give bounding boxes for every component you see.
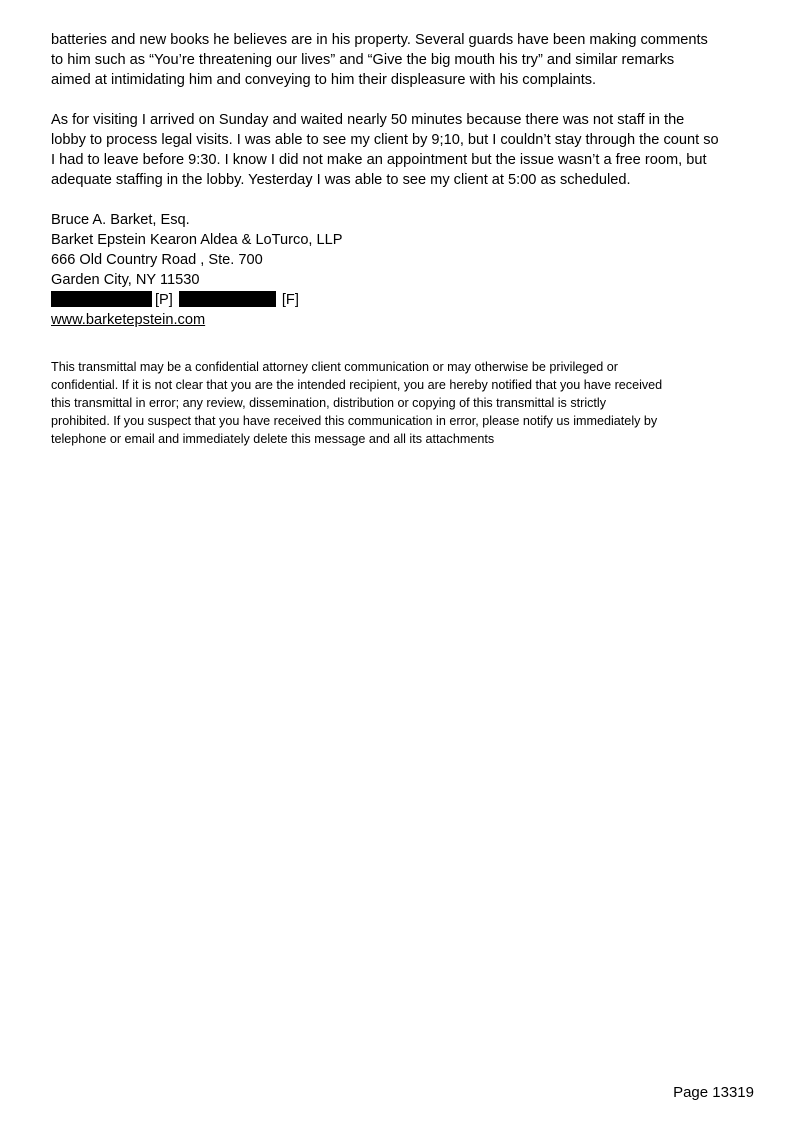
paragraph-line: to him such as “You’re threatening our lives” and “Give the big mouth his try” and similar remarks [51, 52, 675, 68]
signature-address: 666 Old Country Road , Ste. 700 [51, 252, 263, 268]
fax-label: [F] [281, 292, 299, 308]
page-number: Page 13319 [673, 1084, 754, 1101]
paragraph-line: As for visiting I arrived on Sunday and waited nearly 50 minutes because there was not staff in the [51, 112, 685, 128]
disclaimer-line: this transmittal in error; any review, dissemination, distribution or copying of this transmittal is strictly [51, 396, 607, 410]
signature-firm: Barket Epstein Kearon Aldea & LoTurco, LLP [51, 232, 343, 248]
redacted-fax-box [179, 291, 276, 307]
signature-name: Bruce A. Barket, Esq. [51, 212, 190, 228]
disclaimer-line: prohibited. If you suspect that you have received this communication in error, please notify us immediately by [51, 414, 658, 428]
paragraph-line: lobby to process legal visits. I was able to see my client by 9;10, but I couldn’t stay through the count so [51, 132, 719, 148]
phone-label: [P] [155, 292, 173, 308]
signature-block [51, 210, 751, 330]
website-link[interactable]: www.barketepstein.com [51, 312, 206, 328]
redacted-phone-box [51, 291, 152, 307]
body-paragraph-1 [51, 30, 751, 90]
paragraph-line: aimed at intimidating him and conveying to him their displeasure with his complaints. [51, 72, 597, 88]
confidentiality-disclaimer [51, 358, 751, 448]
disclaimer-line: telephone or email and immediately delete this message and all its attachments [51, 432, 495, 446]
document-body [51, 30, 751, 448]
disclaimer-line: This transmittal may be a confidential attorney client communication or may otherwise be privileged or [51, 360, 618, 374]
body-paragraph-2 [51, 110, 751, 190]
paragraph-line: adequate staffing in the lobby. Yesterday I was able to see my client at 5:00 as scheduled. [51, 172, 631, 188]
signature-city: Garden City, NY 11530 [51, 272, 200, 288]
contact-numbers-row [51, 290, 751, 310]
disclaimer-line: confidential. If it is not clear that you are the intended recipient, you are hereby notified that you have received [51, 378, 663, 392]
paragraph-line: batteries and new books he believes are in his property. Several guards have been making comments [51, 32, 708, 48]
paragraph-line: I had to leave before 9:30. I know I did not make an appointment but the issue wasn’t a free room, but [51, 152, 707, 168]
